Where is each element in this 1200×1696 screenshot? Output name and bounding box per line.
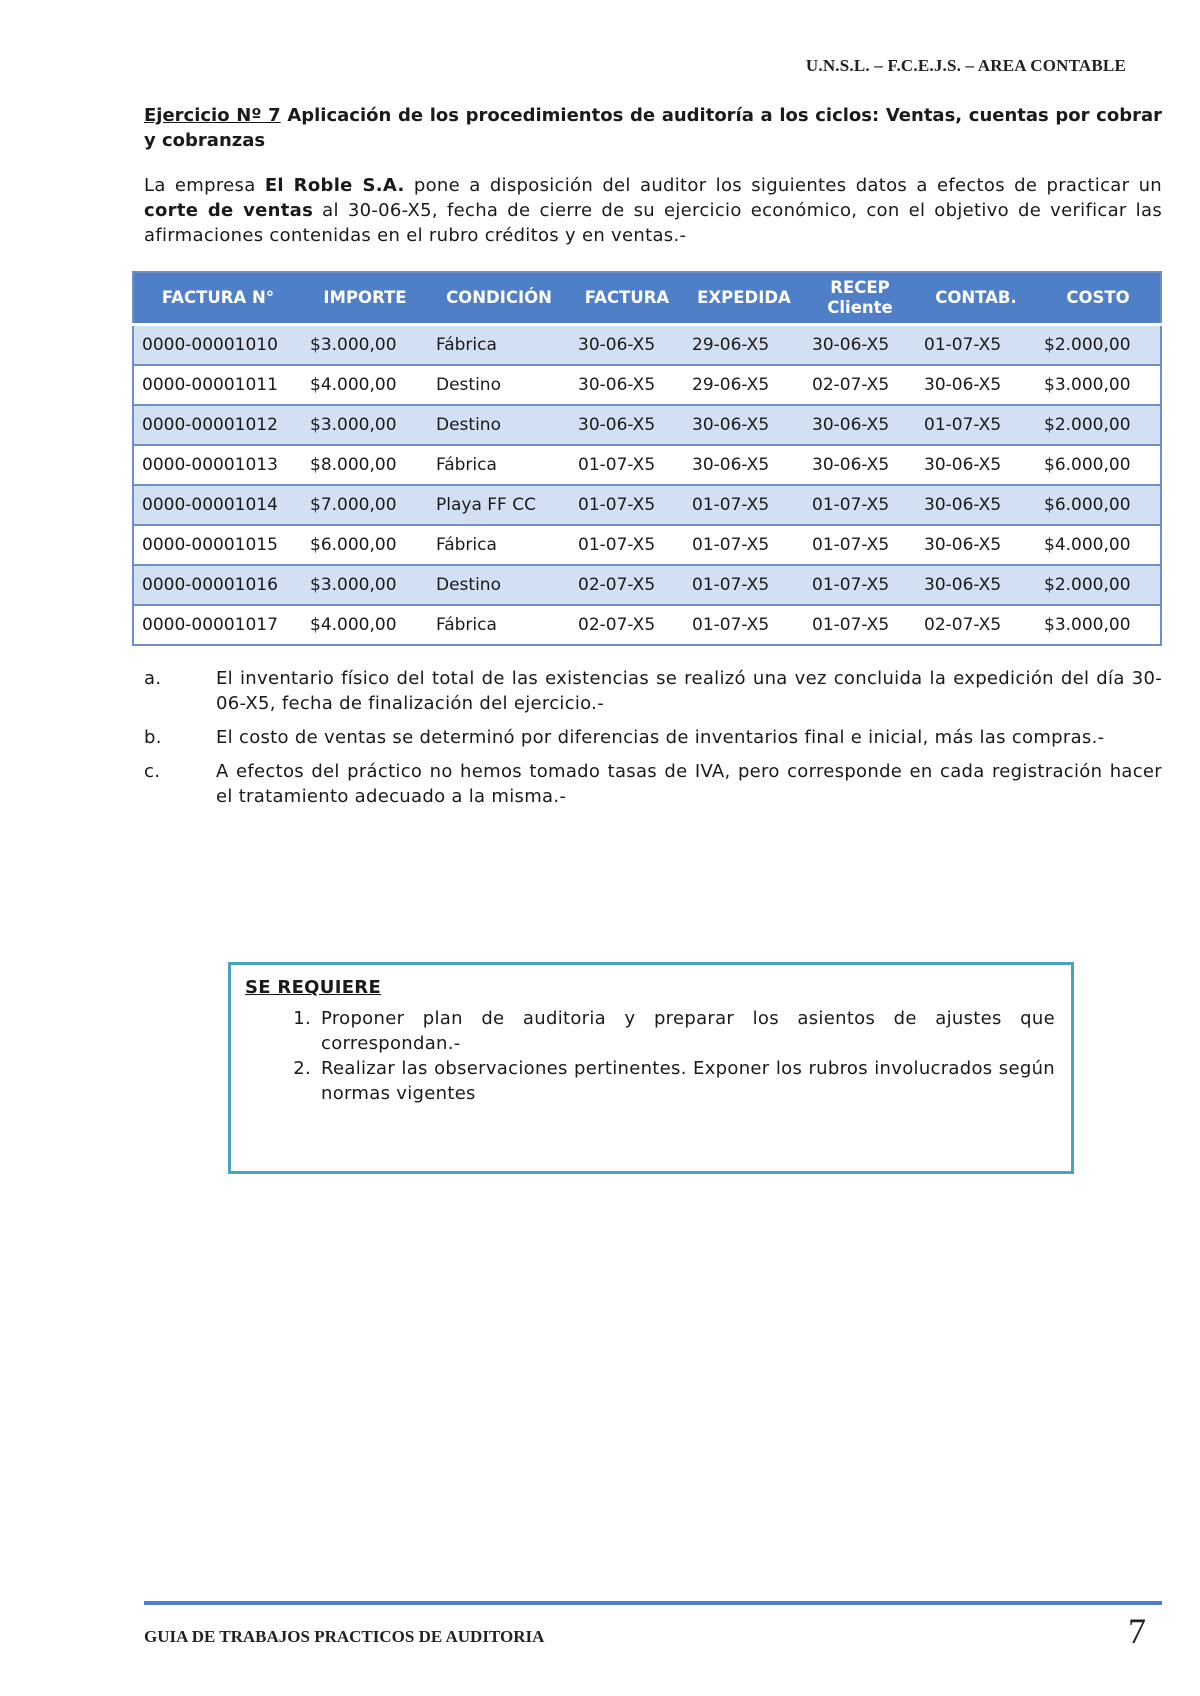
cell-factura-n: 0000-00001017	[133, 605, 302, 645]
exercise-title-text: Aplicación de los procedimientos de auditoría a los ciclos: Ventas, cuentas por cobrar y cobranzas	[144, 105, 1162, 151]
cell-factura-n: 0000-00001011	[133, 365, 302, 405]
cell-importe: $7.000,00	[302, 485, 428, 525]
table-row	[133, 565, 1161, 605]
cell-recep: 30-06-X5	[804, 445, 916, 485]
cell-expedida: 29-06-X5	[684, 365, 804, 405]
header-expedida: EXPEDIDA	[684, 272, 804, 325]
list-item: 2. Realizar las observaciones pertinentes. Exponer los rubros involucrados según normas vigentes	[317, 1056, 1055, 1106]
cell-condicion: Destino	[428, 365, 570, 405]
cell-expedida: 30-06-X5	[684, 445, 804, 485]
corte-ventas: corte de ventas	[144, 200, 314, 221]
cell-condicion: Playa FF CC	[428, 485, 570, 525]
cell-costo: $2.000,00	[1036, 325, 1161, 366]
cell-costo: $2.000,00	[1036, 565, 1161, 605]
cell-expedida: 01-07-X5	[684, 485, 804, 525]
note-text: El costo de ventas se determinó por diferencias de inventarios final e inicial, más las compras.-	[216, 727, 1105, 748]
table-row	[133, 525, 1161, 565]
cell-condicion: Fábrica	[428, 325, 570, 366]
exercise-title	[144, 103, 1162, 153]
note-text: A efectos del práctico no hemos tomado tasas de IVA, pero corresponde en cada registración hacer el tratamiento adecuado a la misma.-	[216, 761, 1162, 807]
requirements-box	[228, 962, 1074, 1174]
cell-condicion: Fábrica	[428, 605, 570, 645]
note-text: El inventario físico del total de las existencias se realizó una vez concluida la expedición del día 30-06-X5, fecha de finalización del ejercicio.-	[216, 668, 1162, 714]
table-row	[133, 485, 1161, 525]
cell-condicion: Fábrica	[428, 525, 570, 565]
cell-factura: 30-06-X5	[570, 325, 684, 366]
cell-recep: 01-07-X5	[804, 605, 916, 645]
cell-factura: 30-06-X5	[570, 365, 684, 405]
cell-recep: 30-06-X5	[804, 405, 916, 445]
cell-costo: $2.000,00	[1036, 405, 1161, 445]
table-header-row	[133, 272, 1161, 325]
list-item	[144, 759, 1162, 809]
cell-factura: 01-07-X5	[570, 445, 684, 485]
page-number: 7	[1128, 1611, 1146, 1651]
cell-expedida: 29-06-X5	[684, 325, 804, 366]
table-row	[133, 405, 1161, 445]
footer-divider	[144, 1601, 1162, 1605]
page-content	[144, 103, 1162, 818]
header-recep-line1: RECEP	[830, 278, 890, 297]
table-row	[133, 445, 1161, 485]
exercise-number: Ejercicio Nº 7	[144, 105, 281, 126]
invoice-table	[132, 271, 1162, 646]
cell-recep: 01-07-X5	[804, 525, 916, 565]
table-row	[133, 365, 1161, 405]
list-item	[144, 666, 1162, 716]
note-marker: b.	[144, 727, 162, 748]
cell-importe: $3.000,00	[302, 405, 428, 445]
table-row	[133, 325, 1161, 366]
cell-importe: $3.000,00	[302, 565, 428, 605]
cell-costo: $3.000,00	[1036, 365, 1161, 405]
note-marker: c.	[144, 761, 161, 782]
cell-factura: 02-07-X5	[570, 565, 684, 605]
cell-condicion: Destino	[428, 405, 570, 445]
cell-factura-n: 0000-00001013	[133, 445, 302, 485]
cell-recep: 02-07-X5	[804, 365, 916, 405]
notes-list	[144, 666, 1162, 809]
cell-factura: 02-07-X5	[570, 605, 684, 645]
header-factura: FACTURA	[570, 272, 684, 325]
cell-contab: 30-06-X5	[916, 525, 1036, 565]
cell-expedida: 30-06-X5	[684, 405, 804, 445]
cell-contab: 01-07-X5	[916, 325, 1036, 366]
cell-contab: 02-07-X5	[916, 605, 1036, 645]
cell-factura-n: 0000-00001014	[133, 485, 302, 525]
list-item	[144, 725, 1162, 750]
cell-factura: 30-06-X5	[570, 405, 684, 445]
cell-factura-n: 0000-00001010	[133, 325, 302, 366]
intro-text-3: al 30-06-X5, fecha de cierre de su ejercicio económico, con el objetivo de verificar las afirmaciones contenidas en el rubro créditos y en ventas.-	[144, 200, 1162, 246]
cell-contab: 30-06-X5	[916, 565, 1036, 605]
cell-factura: 01-07-X5	[570, 525, 684, 565]
cell-expedida: 01-07-X5	[684, 525, 804, 565]
header-costo: COSTO	[1036, 272, 1161, 325]
cell-recep: 30-06-X5	[804, 325, 916, 366]
cell-factura-n: 0000-00001016	[133, 565, 302, 605]
table-row	[133, 605, 1161, 645]
intro-text-2: pone a disposición del auditor los siguientes datos a efectos de practicar un	[404, 175, 1163, 196]
cell-importe: $6.000,00	[302, 525, 428, 565]
cell-contab: 30-06-X5	[916, 365, 1036, 405]
footer-guide-title: GUIA DE TRABAJOS PRACTICOS DE AUDITORIA	[144, 1627, 545, 1646]
cell-costo: $3.000,00	[1036, 605, 1161, 645]
document-header: U.N.S.L. – F.C.E.J.S. – AREA CONTABLE	[805, 56, 1126, 75]
requirements-list	[245, 1006, 1055, 1106]
cell-recep: 01-07-X5	[804, 485, 916, 525]
note-marker: a.	[144, 668, 162, 689]
header-contab: CONTAB.	[916, 272, 1036, 325]
company-name: El Roble S.A.	[264, 175, 405, 196]
cell-costo: $6.000,00	[1036, 445, 1161, 485]
cell-factura-n: 0000-00001012	[133, 405, 302, 445]
cell-contab: 30-06-X5	[916, 445, 1036, 485]
cell-contab: 01-07-X5	[916, 405, 1036, 445]
cell-factura-n: 0000-00001015	[133, 525, 302, 565]
cell-importe: $4.000,00	[302, 605, 428, 645]
cell-expedida: 01-07-X5	[684, 605, 804, 645]
cell-factura: 01-07-X5	[570, 485, 684, 525]
cell-costo: $4.000,00	[1036, 525, 1161, 565]
cell-recep: 01-07-X5	[804, 565, 916, 605]
requirements-title: SE REQUIERE	[245, 977, 382, 998]
intro-text-1: La empresa	[144, 175, 265, 196]
header-recep-cliente	[804, 272, 916, 325]
header-condicion: CONDICIÓN	[428, 272, 570, 325]
cell-condicion: Fábrica	[428, 445, 570, 485]
header-recep-line2: Cliente	[827, 298, 893, 317]
header-importe: IMPORTE	[302, 272, 428, 325]
cell-contab: 30-06-X5	[916, 485, 1036, 525]
intro-paragraph	[144, 173, 1162, 248]
list-item: 1. Proponer plan de auditoria y preparar los asientos de ajustes que correspondan.-	[317, 1006, 1055, 1056]
cell-importe: $8.000,00	[302, 445, 428, 485]
cell-importe: $3.000,00	[302, 325, 428, 366]
cell-costo: $6.000,00	[1036, 485, 1161, 525]
cell-importe: $4.000,00	[302, 365, 428, 405]
cell-condicion: Destino	[428, 565, 570, 605]
cell-expedida: 01-07-X5	[684, 565, 804, 605]
header-factura-n: FACTURA N°	[133, 272, 302, 325]
